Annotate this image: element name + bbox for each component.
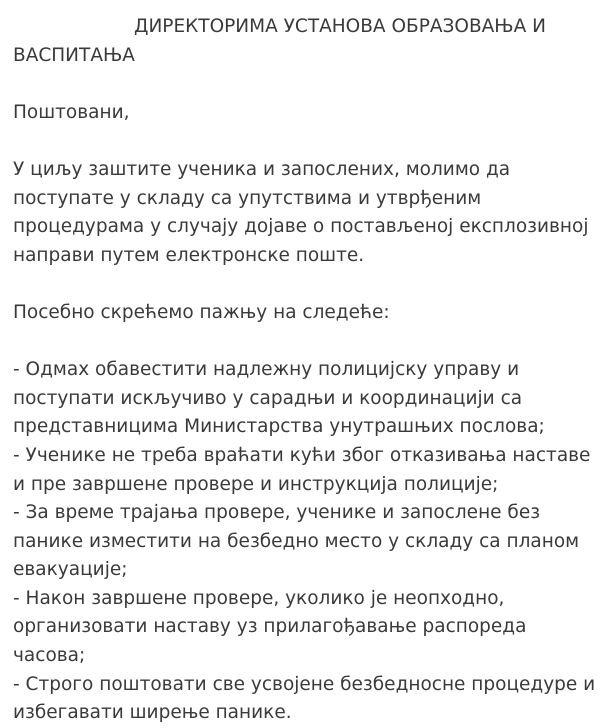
instruction-item: - Ученике не треба враћати кући због отказивања наставе и пре завршене провере и инструкција полиције; xyxy=(13,444,591,495)
letter-heading: ДИРЕКТОРИМА УСТАНОВА ОБРАЗОВАЊА И ВАСПИТАЊА xyxy=(13,16,547,66)
instruction-list xyxy=(13,356,603,728)
instruction-item: - Строго поштовати све усвојене безбедносне процедуре и избегавати ширење панике. xyxy=(13,673,596,724)
instruction-item: - Након завршене провере, уколико је неопходно, организовати наставу уз прилагођавање распореда часова; xyxy=(13,587,527,667)
intro-paragraph: У циљу заштите ученика и запослених, молимо да поступате у складу са упутствима и утврђеним процедурама у случају дојаве о постављеној експлозивној направи путем електронске поште. xyxy=(13,158,589,266)
spacer xyxy=(13,270,603,299)
instruction-item: - За време трајања провере, ученике и запослене без панике изместити на безбедно место у складу са планом евакуације; xyxy=(13,502,580,581)
spacer xyxy=(13,328,603,357)
greeting: Поштовани, xyxy=(13,101,130,123)
spacer xyxy=(13,127,603,156)
instruction-item: - Одмах обавестити надлежну полицијску управу и поступати искључиво у сарадњи и координацији са представницима Министарства унутрашњих послова; xyxy=(13,359,545,438)
letter-body xyxy=(13,13,603,728)
spacer xyxy=(13,70,603,99)
attention-paragraph: Посебно скрећемо пажњу на следеће: xyxy=(13,301,390,323)
